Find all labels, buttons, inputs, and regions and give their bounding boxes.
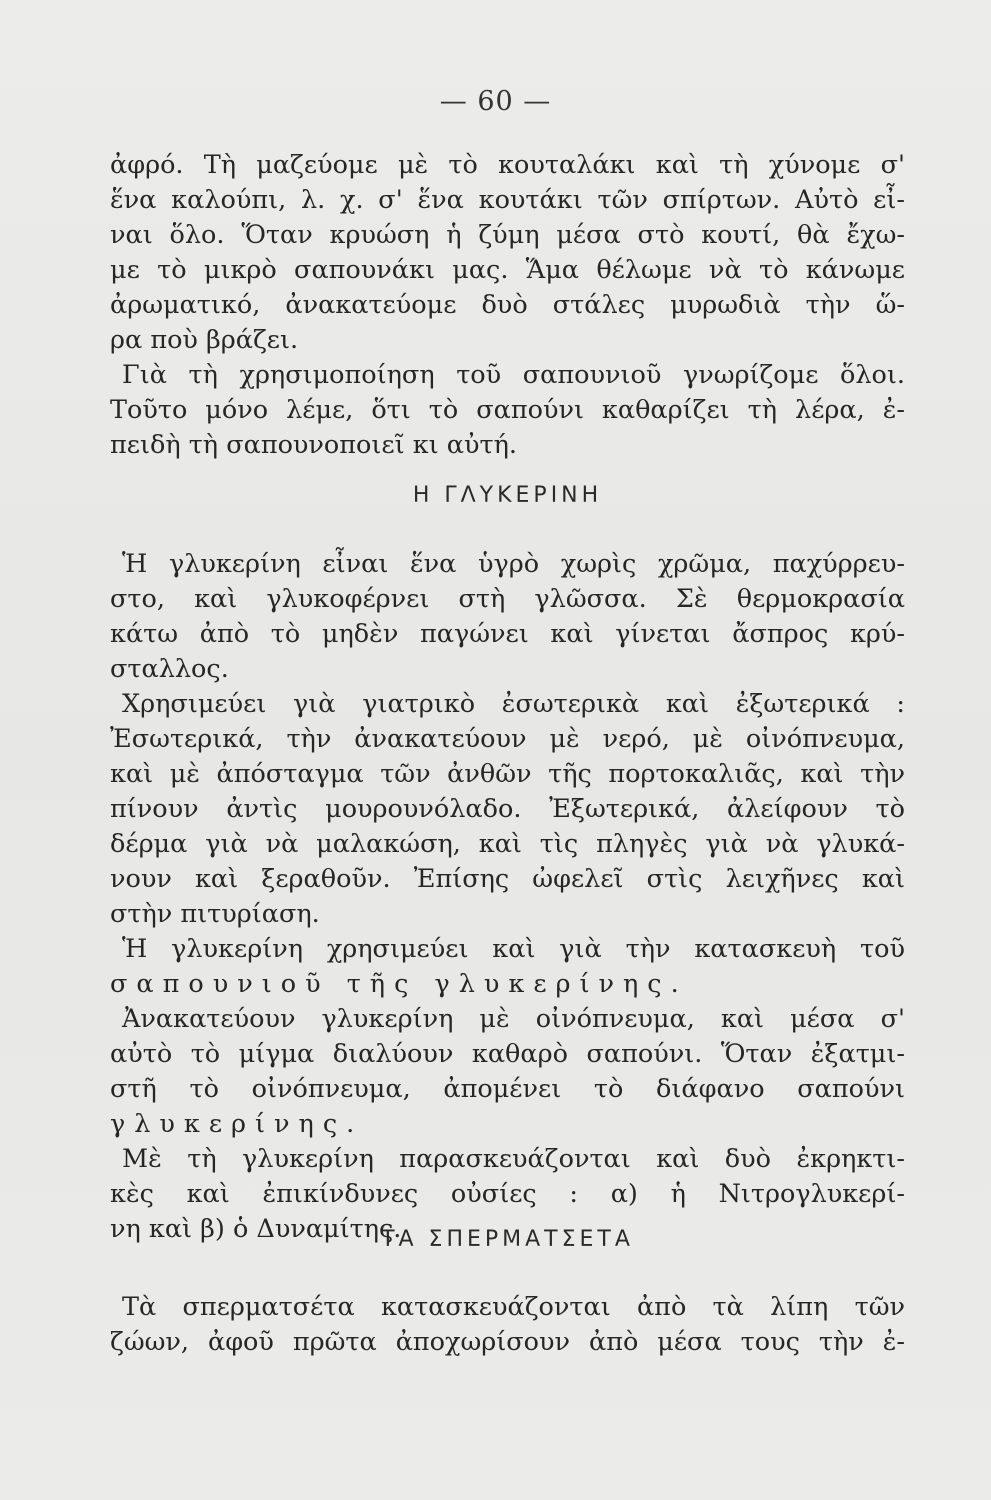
paragraph-soap-making — [110, 148, 905, 463]
text-line: Χρησιμεύει γιὰ γιατρικὸ ἐσωτερικὰ καὶ ἐξωτερικά : — [122, 689, 905, 719]
text-line: σταλλος. — [110, 654, 229, 684]
text-line: με τὸ μικρὸ σαπουνάκι μας. Ἅμα θέλωμε νὰ τὸ κάνωμε — [110, 255, 905, 285]
text-line: ρα ποὺ βράζει. — [110, 325, 299, 355]
text-line: Ἡ γλυκερίνη χρησιμεύει καὶ γιὰ τὴν κατασκευὴ τοῦ — [122, 934, 905, 964]
text-line: καὶ μὲ ἀπόσταγμα τῶν ἀνθῶν τῆς πορτοκαλιᾶς, καὶ τὴν — [110, 759, 905, 789]
text-line: νουν καὶ ξεραθοῦν. Ἐπίσης ὠφελεῖ στὶς λειχῆνες καὶ — [110, 864, 905, 894]
text-line: Ἡ γλυκερίνη εἶναι ἕνα ὑγρὸ χωρὶς χρῶμα, παχύρρευ- — [122, 549, 905, 579]
text-line: στῆ τὸ οἰνόπνευμα, ἀπομένει τὸ διάφανο σαπούνι — [110, 1074, 905, 1104]
text-line: Ἀνακατεύουν γλυκερίνη μὲ οἰνόπνευμα, καὶ μέσα σ' — [122, 1004, 905, 1034]
text-line: σαπουνιοῦ τῆς γλυκερίνης. — [110, 969, 688, 999]
text-line: ναι ὅλο. Ὅταν κρυώση ἡ ζύμη μέσα στὸ κουτί, θὰ ἔχω- — [110, 220, 905, 250]
text-line: πίνουν ἀντὶς μουρουνόλαδο. Ἐξωτερικά, ἀλείφουν τὸ — [110, 794, 905, 824]
section-heading-spermaceti: ΤΑ ΣΠΕΡΜΑΤΣΕΤΑ — [381, 1227, 634, 1252]
page-number: — 60 — — [439, 86, 552, 117]
section-heading-glycerine: Η ΓΛΥΚΕΡΙΝΗ — [412, 483, 603, 508]
text-line: Μὲ τὴ γλυκερίνη παρασκευάζονται καὶ δυὸ ἐκρηκτι- — [122, 1144, 905, 1174]
text-line: πειδὴ τὴ σαπουνοποιεῖ κι αὐτή. — [110, 430, 517, 460]
text-line: ἕνα καλούπι, λ. χ. σ' ἕνα κουτάκι τῶν σπίρτων. Αὐτὸ εἶ- — [110, 185, 905, 215]
text-line: νη καὶ β) ὁ Δυναμίτης. — [110, 1214, 402, 1244]
text-line: ἀρωματικό, ἀνακατεύομε δυὸ στάλες μυρωδιὰ τὴν ὥ- — [110, 290, 905, 320]
text-line: στὴν πιτυρίαση. — [110, 899, 320, 929]
text-line: στο, καὶ γλυκοφέρνει στὴ γλῶσσα. Σὲ θερμοκρασία — [110, 584, 905, 614]
text-line: ἀφρό. Τὴ μαζεύομε μὲ τὸ κουταλάκι καὶ τὴ χύνομε σ' — [110, 150, 905, 180]
text-line: κάτω ἀπὸ τὸ μηδὲν παγώνει καὶ γίνεται ἄσπρος κρύ- — [110, 619, 905, 649]
text-line: κὲς καὶ ἐπικίνδυνες οὐσίες : α) ἡ Νιτρογλυκερί- — [110, 1179, 905, 1209]
section-spermaceti — [110, 1290, 905, 1360]
text-line: γλυκερίνης. — [110, 1109, 364, 1139]
text-line: δέρμα γιὰ νὰ μαλακώση, καὶ τὶς πληγὲς γιὰ νὰ γλυκά- — [110, 829, 905, 859]
text-line: Ἐσωτερικά, τὴν ἀνακατεύουν μὲ νερό, μὲ οἰνόπνευμα, — [110, 724, 905, 754]
text-line: ζώων, ἀφοῦ πρῶτα ἀποχωρίσουν ἀπὸ μέσα τους τὴν ἐ- — [110, 1327, 905, 1357]
section-glycerine — [110, 547, 905, 1247]
text-line: Τὰ σπερματσέτα κατασκευάζονται ἀπὸ τὰ λίπη τῶν — [122, 1292, 905, 1322]
text-line: αὐτὸ τὸ μίγμα διαλύουν καθαρὸ σαπούνι. Ὅταν ἐξατμι- — [110, 1039, 905, 1069]
text-line: Τοῦτο μόνο λέμε, ὅτι τὸ σαπούνι καθαρίζει τὴ λέρα, ἐ- — [110, 395, 905, 425]
text-line: Γιὰ τὴ χρησιμοποίηση τοῦ σαπουνιοῦ γνωρίζομε ὅλοι. — [122, 360, 905, 390]
